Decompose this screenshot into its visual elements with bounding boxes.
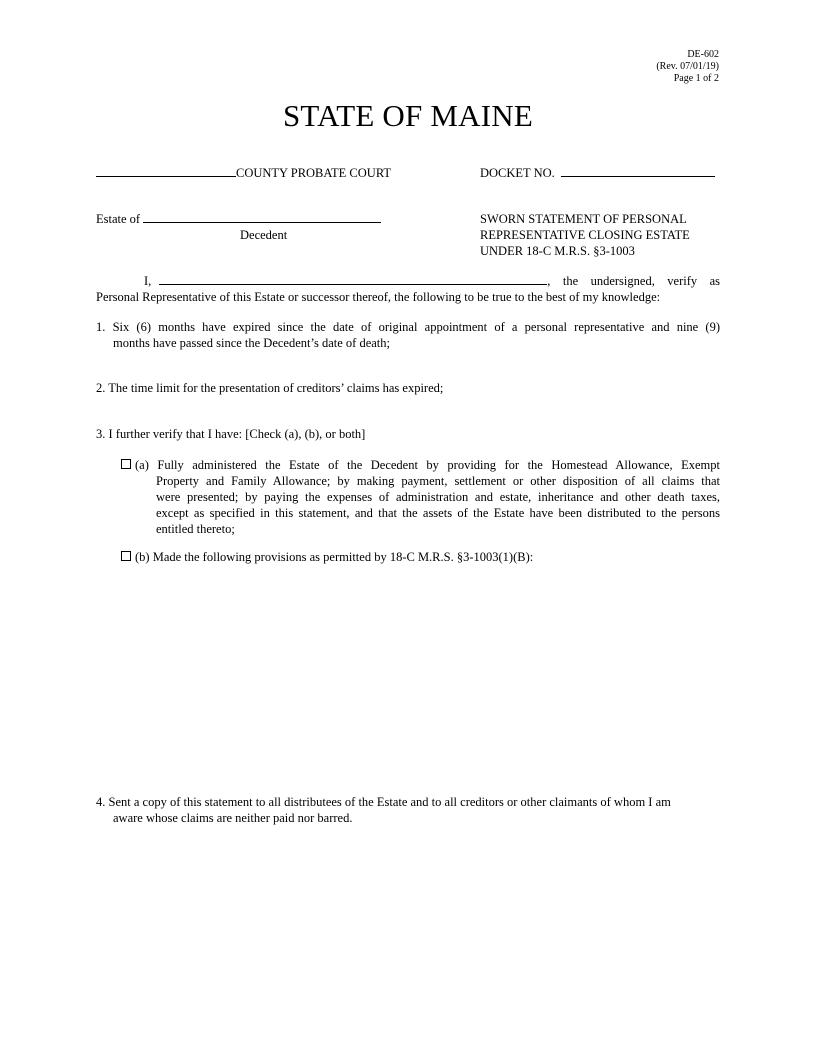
intro-suffix: , the undersigned, verify as: [547, 274, 720, 288]
item-3a-line2: Property and Family Allowance; by making payment, settlement or other disposition of all claims that: [156, 474, 720, 488]
document-title-line3: UNDER 18-C M.R.S. §3-1003: [480, 244, 635, 258]
page-number: Page 1 of 2: [673, 73, 719, 84]
document-title-line2: REPRESENTATIVE CLOSING ESTATE: [480, 228, 690, 242]
estate-line: [96, 211, 381, 227]
intro-line2: Personal Representative of this Estate or successor thereof, the following to be true to the best of my knowledge:: [96, 290, 661, 304]
form-code-block: [656, 49, 719, 85]
county-blank[interactable]: [96, 165, 236, 177]
item-1-line1: 1. Six (6) months have expired since the date of original appointment of a personal representative and nine (9): [96, 320, 720, 334]
item-1-line2: months have passed since the Decedent’s date of death;: [113, 336, 390, 350]
docket-label: DOCKET NO.: [480, 166, 555, 180]
item-1: [96, 319, 720, 351]
item-2: 2. The time limit for the presentation of creditors’ claims has expired;: [96, 381, 444, 395]
personal-representative-name-blank[interactable]: [159, 273, 547, 285]
page-title: STATE OF MAINE: [282, 98, 534, 133]
item-3a: [121, 457, 720, 537]
item-3a-line1: (a) Fully administered the Estate of the Decedent by providing for the Homestead Allowance, Exempt: [135, 458, 720, 472]
item-3a-line3: were presented; by paying the expenses of administration and estate, inheritance and other death taxes,: [156, 490, 720, 504]
court-line: [96, 165, 391, 181]
docket-blank[interactable]: [561, 165, 715, 177]
item-3b-text: (b) Made the following provisions as permitted by 18-C M.R.S. §3-1003(1)(B):: [135, 550, 534, 564]
item-4-line2: aware whose claims are neither paid nor barred.: [113, 811, 353, 825]
decedent-label: Decedent: [240, 228, 288, 242]
item-4-line1: 4. Sent a copy of this statement to all distributees of the Estate and to all creditors or other claimants of whom I am: [96, 795, 671, 809]
option-a-checkbox[interactable]: [121, 459, 131, 469]
form-revision: (Rev. 07/01/19): [656, 61, 719, 72]
form-number: DE-602: [687, 49, 719, 60]
estate-name-blank[interactable]: [143, 211, 381, 223]
item-4: [96, 794, 720, 826]
option-b-checkbox[interactable]: [121, 551, 131, 561]
provisions-area[interactable]: [121, 572, 720, 782]
item-3a-line4: except as specified in this statement, and that the assets of the Estate have been distributed to the persons: [156, 506, 720, 520]
intro-paragraph: [96, 273, 720, 305]
item-3b: [121, 549, 533, 565]
intro-prefix: I,: [144, 274, 152, 288]
court-label: COUNTY PROBATE COURT: [236, 166, 392, 180]
docket-line: [480, 165, 715, 181]
document-title-line1: SWORN STATEMENT OF PERSONAL: [480, 212, 687, 226]
estate-label: Estate of: [96, 212, 141, 226]
item-3a-line5: entitled thereto;: [156, 522, 235, 536]
item-3: 3. I further verify that I have: [Check (a), (b), or both]: [96, 427, 366, 441]
document-title: [480, 211, 690, 259]
